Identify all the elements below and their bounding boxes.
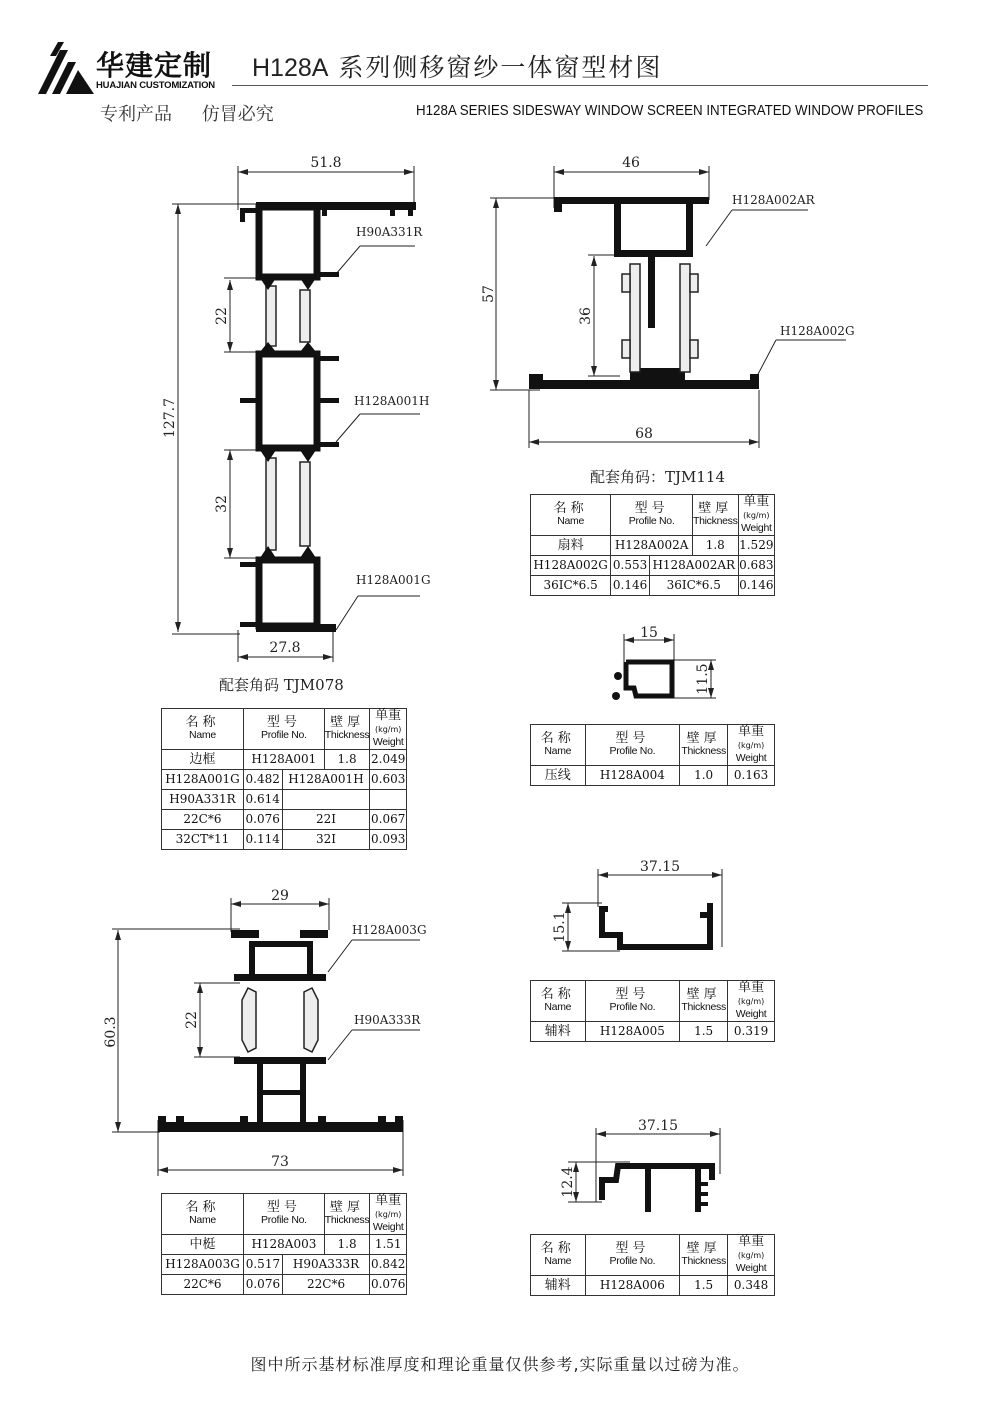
table-row: H128A003G 0.517 H90A333R 0.842 [162, 1255, 407, 1275]
table-row: 32CT*11 0.114 32I 0.093 [162, 830, 407, 850]
aux1-profile-drawing [540, 855, 740, 955]
callout-label: H90A333R [354, 1013, 421, 1027]
dim-width-bottom: 27.8 [269, 640, 301, 656]
dim-width-top: 29 [271, 888, 289, 904]
bead-profile-drawing [590, 626, 730, 716]
table-row: 辅料 H128A006 1.5 0.348 [531, 1276, 775, 1296]
table-row: 压线 H128A004 1.0 0.163 [531, 766, 775, 786]
header-name: 名称 Name [531, 495, 611, 536]
brand-name-cn: 华建定制 [96, 49, 213, 82]
frame-corner-code: 配套角码 TJM078 [219, 676, 344, 694]
dim-gap-1: 22 [214, 307, 230, 325]
header-thickness: 壁厚 Thickness [680, 725, 728, 766]
table-row: 扇料 H128A002A 1.8 1.529 [531, 536, 775, 556]
dim-height: 11.5 [695, 663, 711, 695]
dim-width-bottom: 68 [635, 426, 653, 442]
dim-width-top: 51.8 [310, 155, 342, 171]
header-profile: 型号 Profile No. [243, 709, 324, 750]
header-weight: 单重(kg/m) Weight [738, 495, 774, 536]
header-name: 名称 Name [162, 709, 244, 750]
mullion-profile-drawing [100, 880, 440, 1180]
brand-name-en: HUAJIAN CUSTOMIZATION [96, 80, 215, 91]
aux2-spec-table [530, 1234, 775, 1296]
title-divider [232, 85, 928, 86]
header-thickness: 壁厚 Thickness [693, 495, 739, 536]
table-row: 22C*6 0.076 22C*6 0.076 [162, 1275, 407, 1295]
table-row: 22C*6 0.076 22I 0.067 [162, 810, 407, 830]
table-row: H128A002G 0.553 H128A002AR 0.683 [531, 556, 775, 576]
header-thickness: 壁厚 Thickness [324, 1194, 370, 1235]
dim-gap-2: 32 [214, 495, 230, 513]
header-profile: 型号 Profile No. [611, 495, 693, 536]
dim-gap: 22 [184, 1011, 200, 1029]
header-thickness: 壁厚 Thickness [680, 1235, 728, 1276]
table-row: H128A001G 0.482 H128A001H 0.603 [162, 770, 407, 790]
header-weight: 单重(kg/m) Weight [728, 725, 775, 766]
table-row: 辅料 H128A005 1.5 0.319 [531, 1022, 775, 1042]
dim-gap: 36 [578, 307, 594, 325]
footer-note: 图中所示基材标准厚度和理论重量仅供参考,实际重量以过磅为准。 [250, 1355, 750, 1374]
dim-width-top: 46 [622, 155, 640, 171]
mullion-spec-table [161, 1193, 407, 1295]
dim-width: 37.15 [637, 1118, 679, 1134]
aux1-spec-table [530, 980, 775, 1042]
table-row: 中梃 H128A003 1.8 1.51 [162, 1235, 407, 1255]
table-row: 36IC*6.5 0.146 36IC*6.5 0.146 [531, 576, 775, 596]
header-weight: 单重(kg/m) Weight [728, 981, 775, 1022]
dim-width: 15 [640, 626, 658, 641]
header-profile: 型号 Profile No. [585, 981, 680, 1022]
header-weight: 单重(kg/m) Weight [370, 1194, 407, 1235]
header-profile: 型号 Profile No. [244, 1194, 325, 1235]
callout-label: H90A331R [356, 225, 423, 239]
brand-logo-icon [38, 42, 94, 94]
page-title [252, 48, 662, 84]
callout-label: H128A002AR [732, 193, 815, 207]
frame-profile-drawing [160, 150, 440, 670]
callout-label: H128A001H [354, 394, 430, 408]
header-name: 名称 Name [531, 1235, 586, 1276]
dim-height: 15.1 [552, 911, 568, 943]
table-row: 边框 H128A001 1.8 2.049 [162, 750, 407, 770]
bead-spec-table [530, 724, 775, 786]
slogan: 专利产品 仿冒必究 [100, 104, 274, 125]
table-row: H90A331R 0.614 [162, 790, 407, 810]
sash-corner-code: 配套角码：TJM114 [590, 468, 726, 486]
header-profile: 型号 Profile No. [585, 725, 680, 766]
frame-spec-table [161, 708, 407, 850]
callout-label: H128A001G [356, 573, 431, 587]
header-thickness: 壁厚 Thickness [680, 981, 728, 1022]
header-name: 名称 Name [162, 1194, 244, 1235]
callout-label: H128A003G [352, 923, 427, 937]
callout-label: H128A002G [780, 324, 855, 338]
header-weight: 单重(kg/m) Weight [370, 709, 407, 750]
header-name: 名称 Name [531, 981, 586, 1022]
dim-width: 37.15 [639, 859, 681, 875]
dim-height: 60.3 [103, 1016, 119, 1048]
subtitle-en: H128A SERIES SIDESWAY WINDOW SCREEN INTEGRATED WINDOW PROFILES [416, 103, 924, 119]
sash-spec-table [530, 494, 775, 596]
header-profile: 型号 Profile No. [585, 1235, 680, 1276]
sash-profile-drawing [480, 150, 860, 450]
dim-height: 57 [481, 285, 497, 303]
header-name: 名称 Name [531, 725, 586, 766]
header-weight: 单重(kg/m) Weight [728, 1235, 775, 1276]
dim-width-bottom: 73 [271, 1154, 289, 1170]
dim-height: 127.7 [162, 397, 178, 439]
aux2-profile-drawing [540, 1112, 740, 1212]
title-text: 系列侧移窗纱一体窗型材图 [328, 53, 663, 82]
header-thickness: 壁厚 Thickness [324, 709, 370, 750]
dim-height: 12.4 [560, 1166, 576, 1198]
title-model: H128A [252, 54, 329, 82]
